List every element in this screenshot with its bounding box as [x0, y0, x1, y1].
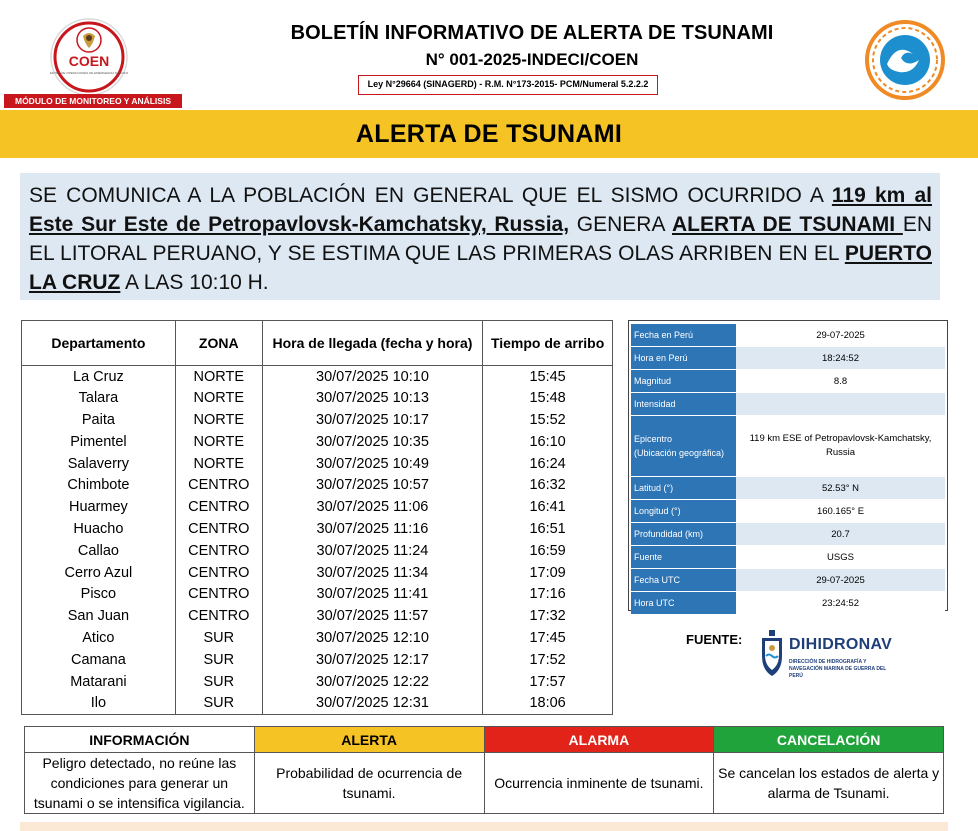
info-value: 29-07-2025	[736, 324, 945, 346]
tsunami-wave-logo	[865, 20, 945, 100]
legend-header-row	[25, 727, 944, 753]
table-row	[22, 540, 613, 562]
arrival-times-table	[21, 320, 613, 715]
legend-body-row	[25, 753, 944, 814]
cell-tiempo: 16:59	[483, 540, 613, 562]
info-label: Profundidad (km)	[631, 523, 736, 545]
cell-tiempo: 15:45	[483, 366, 613, 388]
table-row	[22, 605, 613, 627]
cell-zona: CENTRO	[175, 583, 262, 605]
info-row-epicentro	[631, 416, 945, 476]
cell-departamento: Callao	[22, 540, 176, 562]
cell-tiempo: 17:52	[483, 649, 613, 671]
cell-tiempo: 16:51	[483, 518, 613, 540]
cell-zona: CENTRO	[175, 540, 262, 562]
alert-levels-legend	[24, 726, 944, 814]
legend-text-alarma: Ocurrencia inminente de tsunami.	[484, 753, 714, 814]
cell-tiempo: 16:10	[483, 431, 613, 453]
cell-departamento: Talara	[22, 387, 176, 409]
cell-zona: NORTE	[175, 387, 262, 409]
cell-tiempo: 17:45	[483, 627, 613, 649]
coen-logo-subtext: CENTRO DE OPERACIONES DE EMERGENCIA NACIONAL	[50, 71, 128, 75]
cell-tiempo: 16:41	[483, 496, 613, 518]
info-label: Fecha UTC	[631, 569, 736, 591]
cell-hora: 30/07/2025 10:17	[262, 409, 483, 431]
table-row	[22, 562, 613, 584]
cell-departamento: Cerro Azul	[22, 562, 176, 584]
cell-hora: 30/07/2025 10:10	[262, 366, 483, 388]
cell-hora: 30/07/2025 10:13	[262, 387, 483, 409]
info-value: 8.8	[736, 370, 945, 392]
message-text-4: A LAS 10:10 H.	[120, 271, 269, 294]
coen-logo-text: COEN	[68, 53, 110, 69]
info-row-profundidad	[631, 523, 945, 545]
cell-hora: 30/07/2025 10:57	[262, 474, 483, 496]
info-value: 29-07-2025	[736, 569, 945, 591]
legend-text-informacion: Peligro detectado, no reúne las condiciones para generar un tsunami o se intensifica vigilancia.	[25, 753, 255, 814]
cell-hora: 30/07/2025 10:35	[262, 431, 483, 453]
info-row-magnitud	[631, 370, 945, 392]
cell-zona: CENTRO	[175, 605, 262, 627]
legend-title-alerta: ALERTA	[254, 727, 484, 753]
info-label: Hora en Perú	[631, 347, 736, 369]
source-label: FUENTE:	[686, 632, 743, 647]
cell-departamento: Ilo	[22, 692, 176, 714]
cell-zona: SUR	[175, 627, 262, 649]
message-text-1: SE COMUNICA A LA POBLACIÓN EN GENERAL QUE EL SISMO OCURRIDO A	[29, 184, 832, 207]
cell-hora: 30/07/2025 11:34	[262, 562, 483, 584]
cell-tiempo: 15:48	[483, 387, 613, 409]
cell-tiempo: 16:32	[483, 474, 613, 496]
cell-zona: CENTRO	[175, 562, 262, 584]
cell-departamento: Atico	[22, 627, 176, 649]
info-value: 52.53° N	[736, 477, 945, 499]
dihidronav-name: DIHIDRONAV	[789, 636, 893, 653]
table-row	[22, 649, 613, 671]
cell-zona: NORTE	[175, 409, 262, 431]
cell-zona: SUR	[175, 671, 262, 693]
header-departamento: Departamento	[22, 321, 176, 366]
cell-zona: SUR	[175, 692, 262, 714]
legend-title-informacion: INFORMACIÓN	[25, 727, 255, 753]
info-label: Intensidad	[631, 393, 736, 415]
cell-departamento: Matarani	[22, 671, 176, 693]
info-row-intensidad	[631, 393, 945, 415]
info-label: Hora UTC	[631, 592, 736, 614]
message-alert: ALERTA DE TSUNAMI	[672, 213, 903, 236]
info-value: USGS	[736, 546, 945, 568]
table-row	[22, 671, 613, 693]
cell-departamento: Paita	[22, 409, 176, 431]
cell-tiempo: 16:24	[483, 453, 613, 475]
table-row	[22, 409, 613, 431]
table-row	[22, 627, 613, 649]
cell-hora: 30/07/2025 11:16	[262, 518, 483, 540]
cell-zona: NORTE	[175, 366, 262, 388]
info-value: 119 km ESE of Petropavlovsk-Kamchatsky, Russia	[736, 416, 945, 476]
table-row	[22, 518, 613, 540]
info-value: 160.165° E	[736, 500, 945, 522]
header-tiempo-arribo: Tiempo de arribo	[483, 321, 613, 366]
info-value: 23:24:52	[736, 592, 945, 614]
cell-departamento: Pisco	[22, 583, 176, 605]
table-row	[22, 366, 613, 388]
arrival-header-row	[22, 321, 613, 366]
message-text-3: EN EL LITORAL PERUANO, Y SE ESTIMA QUE LAS PRIMERAS OLAS ARRIBEN EN EL	[29, 213, 932, 265]
ley-reference: Ley N°29664 (SINAGERD) - R.M. N°173-2015- PCM/Numeral 5.2.2.2	[358, 75, 658, 95]
cell-hora: 30/07/2025 12:17	[262, 649, 483, 671]
cell-zona: CENTRO	[175, 474, 262, 496]
cell-tiempo: 17:09	[483, 562, 613, 584]
message-text-2: GENERA	[569, 213, 673, 236]
table-row	[22, 453, 613, 475]
cell-hora: 30/07/2025 10:49	[262, 453, 483, 475]
info-label-epicentro: Epicentro	[634, 434, 673, 444]
table-row	[22, 583, 613, 605]
coen-logo	[50, 18, 128, 96]
legend-title-alarma: ALARMA	[484, 727, 714, 753]
cell-departamento: Pimentel	[22, 431, 176, 453]
cell-departamento: Camana	[22, 649, 176, 671]
info-row-hora-utc	[631, 592, 945, 614]
legend-text-cancelacion: Se cancelan los estados de alerta y alarma de Tsunami.	[714, 753, 944, 814]
info-row-hora-peru	[631, 347, 945, 369]
cell-zona: SUR	[175, 649, 262, 671]
bulletin-title: BOLETÍN INFORMATIVO DE ALERTA DE TSUNAMI	[290, 22, 774, 44]
cell-departamento: Salaverry	[22, 453, 176, 475]
cell-departamento: Huacho	[22, 518, 176, 540]
cell-hora: 30/07/2025 12:31	[262, 692, 483, 714]
info-value: 18:24:52	[736, 347, 945, 369]
earthquake-info-panel	[628, 320, 948, 611]
cell-hora: 30/07/2025 11:41	[262, 583, 483, 605]
info-label: Longitud (°)	[631, 500, 736, 522]
info-value: 20.7	[736, 523, 945, 545]
cell-departamento: Chimbote	[22, 474, 176, 496]
earthquake-info-table	[631, 323, 945, 615]
dihidronav-shield-icon	[760, 630, 784, 678]
cell-tiempo: 17:57	[483, 671, 613, 693]
message-port: PUERTO LA CRUZ	[29, 242, 932, 294]
cell-hora: 30/07/2025 12:10	[262, 627, 483, 649]
module-bar: MÓDULO DE MONITOREO Y ANÁLISIS	[4, 94, 182, 108]
bulletin-number: N° 001-2025-INDECI/COEN	[425, 50, 639, 69]
info-label: Magnitud	[631, 370, 736, 392]
table-row	[22, 387, 613, 409]
info-row-latitud	[631, 477, 945, 499]
info-value	[736, 393, 945, 415]
cell-hora: 30/07/2025 12:22	[262, 671, 483, 693]
cell-tiempo: 18:06	[483, 692, 613, 714]
cell-tiempo: 15:52	[483, 409, 613, 431]
header-zona: ZONA	[175, 321, 262, 366]
message-epicenter: 119 km al Este Sur Este de Petropavlovsk-Kamchatsky, Russia,	[29, 184, 932, 236]
bottom-strip	[20, 822, 948, 831]
cell-hora: 30/07/2025 11:57	[262, 605, 483, 627]
info-row-fecha-utc	[631, 569, 945, 591]
cell-departamento: La Cruz	[22, 366, 176, 388]
cell-zona: NORTE	[175, 431, 262, 453]
table-row	[22, 431, 613, 453]
cell-zona: CENTRO	[175, 496, 262, 518]
dihidronav-subtitle: DIRECCIÓN DE HIDROGRAFÍA Y NAVEGACIÓN MARINA DE GUERRA DEL PERÚ	[789, 659, 887, 679]
info-label	[631, 416, 736, 476]
table-row	[22, 692, 613, 714]
info-row-fecha-peru	[631, 324, 945, 346]
legend-title-cancelacion: CANCELACIÓN	[714, 727, 944, 753]
cell-hora: 30/07/2025 11:24	[262, 540, 483, 562]
cell-departamento: San Juan	[22, 605, 176, 627]
cell-tiempo: 17:16	[483, 583, 613, 605]
cell-zona: CENTRO	[175, 518, 262, 540]
info-label: Fuente	[631, 546, 736, 568]
info-label: Fecha en Perú	[631, 324, 736, 346]
cell-departamento: Huarmey	[22, 496, 176, 518]
population-message	[20, 173, 940, 300]
cell-hora: 30/07/2025 11:06	[262, 496, 483, 518]
table-row	[22, 496, 613, 518]
info-label-ubicacion: (Ubicación geográfica)	[634, 448, 725, 458]
legend-text-alerta: Probabilidad de ocurrencia de tsunami.	[254, 753, 484, 814]
info-row-fuente	[631, 546, 945, 568]
table-row	[22, 474, 613, 496]
header-hora-llegada: Hora de llegada (fecha y hora)	[262, 321, 483, 366]
info-label: Latitud (°)	[631, 477, 736, 499]
alert-banner: ALERTA DE TSUNAMI	[0, 110, 978, 158]
cell-tiempo: 17:32	[483, 605, 613, 627]
info-row-longitud	[631, 500, 945, 522]
cell-zona: NORTE	[175, 453, 262, 475]
